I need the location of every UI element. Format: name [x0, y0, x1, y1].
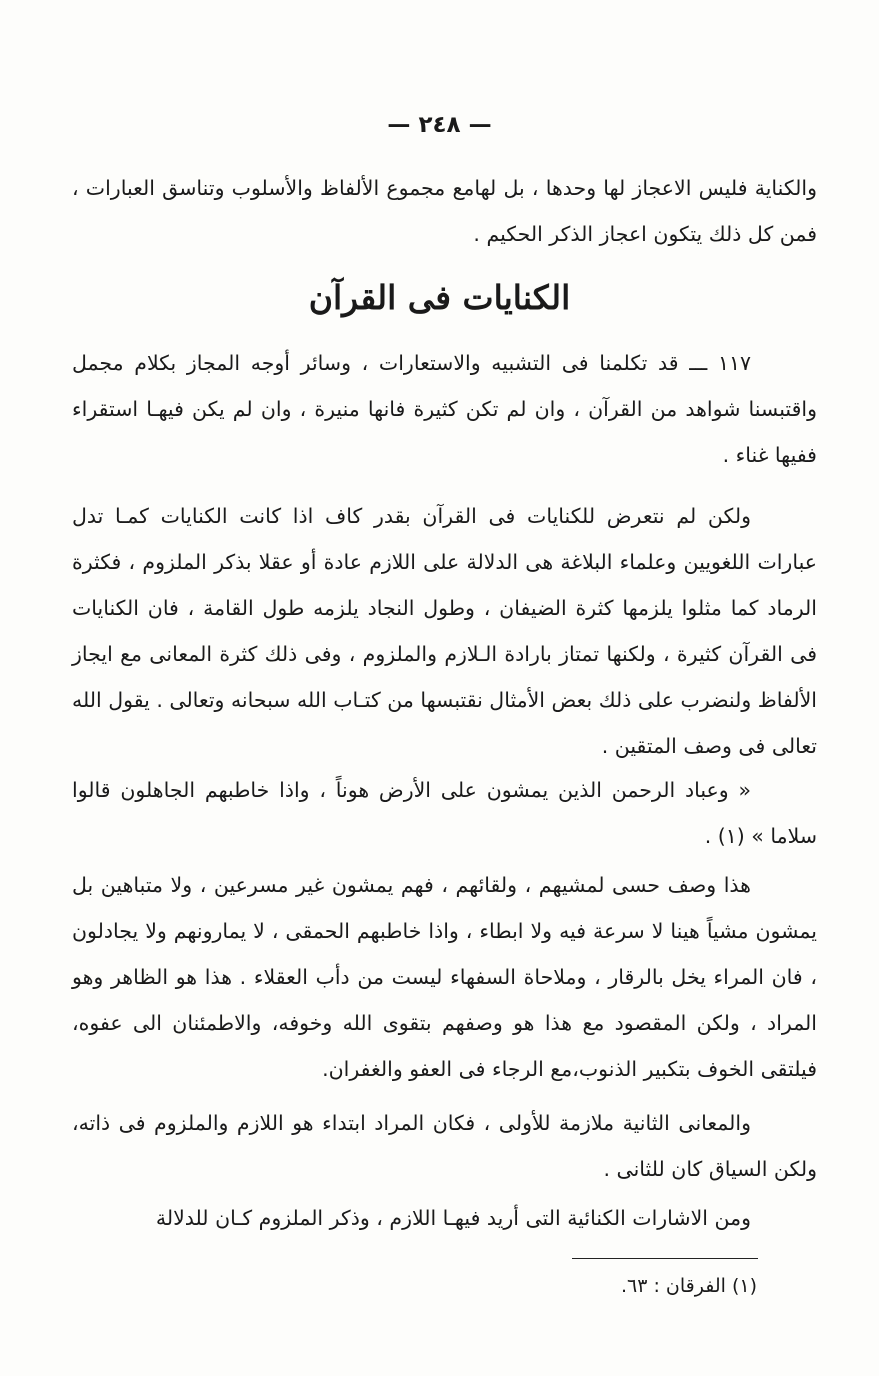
paragraph-117-text: ١١٧ ـــ قد تكلمنا فى التشبيه والاستعارات ، وسائر أوجه المجاز بكلام مجمل واقتبسنا شواهد من القرآن ، وان لم تكن كثيرة فانها منيرة ، وان لم يكن فيهـا استقراء ففيها غناء . [72, 351, 817, 467]
paragraph-kinayat-text: ولكن لم نتعرض للكنايات فى القرآن بقدر كاف اذا كانت الكنايات كمـا تدل عبارات اللغويين وعلماء البلاغة هى الدلالة على اللازم عادة أو عقلا بذكر الملزوم ، فكثرة الرماد كما مثلوا يلزمها كثرة الضيفان ، وطول النجاد يلزمه طول القامة ، فان الكنايات فى القرآن كثيرة ، ولكنها تمتاز بارادة الـلازم والملزوم ، وفى ذلك كثرة المعانى مع ايجاز الألفاظ ولنضرب على ذلك بعض الأمثال نقتبسها من كتـاب الله سبحانه وتعالى . يقول الله تعالى فى وصف المتقين . [72, 504, 817, 758]
intro-paragraph [72, 165, 817, 257]
paragraph-commentary [72, 862, 817, 1092]
paragraph-117 [72, 340, 817, 478]
footnote-divider [572, 1258, 758, 1259]
intro-text: والكناية فليس الاعجاز لها وحدها ، بل لهامع مجموع الألفاظ والأسلوب وتناسق العبارات ، فمن كل ذلك يتكون اعجاز الذكر الحكيم . [72, 176, 817, 246]
paragraph-commentary-text: هذا وصف حسى لمشيهم ، ولقائهم ، فهم يمشون غير مسرعين ، ولا متباهين بل يمشون مشياً هينا لا سرعة فيه ولا ابطاء ، واذا خاطبهم الحمقى ، لا يمارونهم ولا يجادلون ، فان المراء يخل بالرقار ، وملاحاة السفهاء ليست من دأب العقلاء . هذا هو الظاهر وهو المراد ، ولكن المقصود مع هذا هو وصفهم بتقوى الله وخوفه، والاطمئنان الى عفوه، فيلتقى الخوف بتكبير الذنوب،مع الرجاء فى العفو والغفران. [72, 873, 817, 1081]
quran-quote-text: « وعباد الرحمن الذين يمشون على الأرض هوناً ، واذا خاطبهم الجاهلون قالوا سلاما » (١) . [72, 778, 817, 848]
section-heading: الكنايات فى القرآن [308, 278, 571, 317]
page-number: — ٢٤٨ — [387, 112, 492, 138]
footnote: (١) الفرقان : ٦٣. [620, 1275, 757, 1297]
paragraph-second-meanings [72, 1100, 817, 1192]
quran-quote [72, 767, 817, 859]
paragraph-allusions [72, 1195, 817, 1241]
paragraph-second-meanings-text: والمعانى الثانية ملازمة للأولى ، فكان المراد ابتداء هو اللازم والملزوم فى ذاته، ولكن السياق كان للثانى . [72, 1111, 817, 1181]
paragraph-allusions-text: ومن الاشارات الكنائية التى أريد فيهـا اللازم ، وذكر الملزوم كـان للدلالة [155, 1206, 751, 1230]
paragraph-kinayat [72, 493, 817, 769]
